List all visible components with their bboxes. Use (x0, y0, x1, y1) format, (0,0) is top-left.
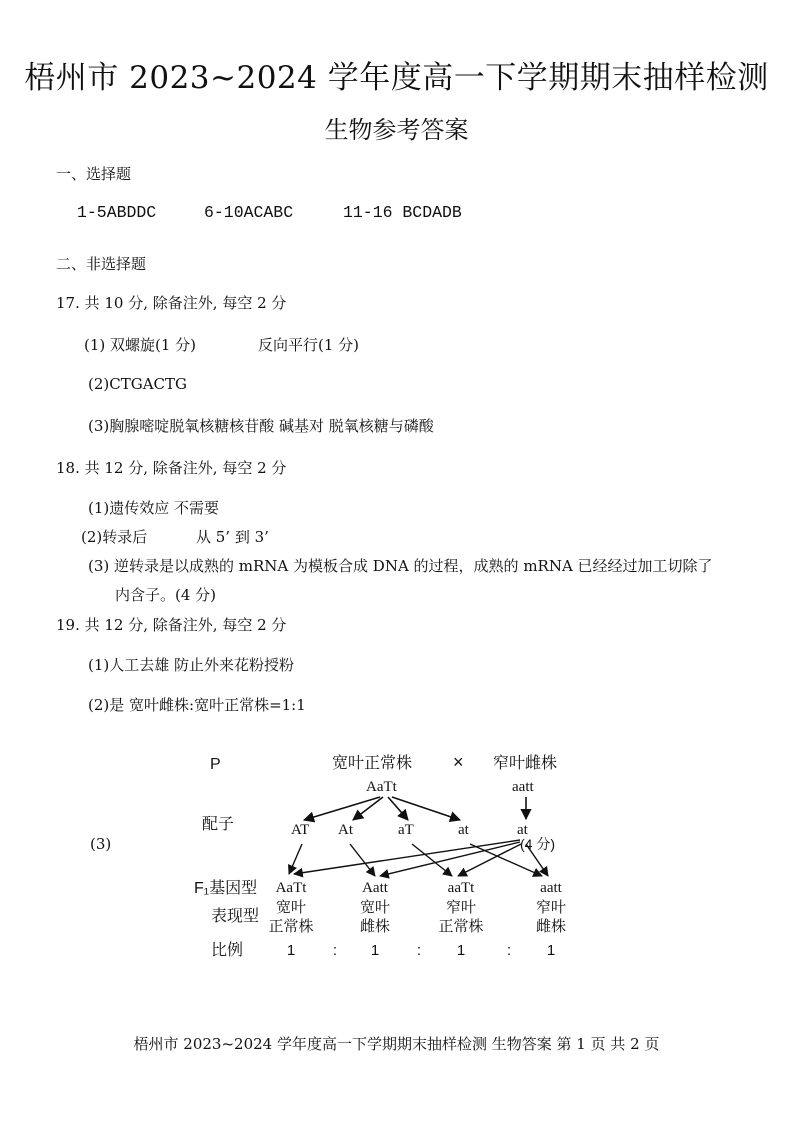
f1-phenotype-3a: 窄叶 (445, 899, 477, 916)
q17-heading: 17. 共 10 分, 除备注外, 每空 2 分 (56, 294, 287, 312)
f1-phenotype-2b: 雌株 (359, 918, 391, 935)
q19-answer-3-score: (4 分) (520, 836, 555, 852)
q18-answer-1: (1)遗传效应 不需要 (88, 499, 220, 517)
q19-answer-2: (2)是 宽叶雌株:宽叶正常株=1:1 (88, 696, 306, 714)
f1-phenotype-2a: 宽叶 (359, 899, 391, 916)
ratio-separator: : (506, 942, 512, 959)
q18-answer-3-line1: (3) 逆转录是以成熟的 mRNA 为模板合成 DNA 的过程，成熟的 mRNA 已经经过加工切除了 (88, 557, 713, 575)
ratio-separator: : (416, 942, 422, 959)
f1-phenotype-4a: 窄叶 (535, 899, 567, 916)
f1-phenotype-3b: 正常株 (438, 918, 484, 935)
q17-answer-1: (1) 双螺旋(1 分) (84, 336, 197, 354)
phenotype-label: 表现型 (211, 908, 260, 925)
mc-answers-1-5: 1-5ABDDC (77, 203, 157, 222)
section1-heading: 一、选择题 (56, 165, 132, 183)
parent1-genotype: AaTt (366, 779, 397, 795)
page-footer: 梧州市 2023~2024 学年度高一下学期期末抽样检测 生物答案 第 1 页 共 2 页 (133, 1035, 660, 1053)
p-label: P (210, 756, 221, 773)
parent1-phenotype: 宽叶正常株 (332, 755, 413, 772)
f1-genotype-4: aatt (540, 880, 562, 896)
ratio-separator: : (332, 942, 338, 959)
gamete-At: At (338, 822, 353, 838)
q19-answer-3-label: (3) (90, 835, 112, 853)
q18-answer-3-line2: 内含子。(4 分) (115, 586, 217, 604)
cross-symbol: × (453, 752, 464, 772)
f1-ratio-1: 1 (286, 942, 296, 959)
q18-heading: 18. 共 12 分, 除备注外, 每空 2 分 (56, 459, 287, 477)
f1-phenotype-4b: 雌株 (535, 918, 567, 935)
mc-answers-6-10: 6-10ACABC (204, 203, 294, 222)
f1-phenotype-1b: 正常株 (268, 918, 314, 935)
parent2-genotype: aatt (512, 779, 534, 795)
fertilization-arrows (289, 840, 548, 876)
f1-ratio-2: 1 (370, 942, 380, 959)
page-title: 梧州市 2023~2024 学年度高一下学期期末抽样检测 (24, 60, 769, 96)
parent-to-gamete-arrows (304, 797, 526, 820)
q19-heading: 19. 共 12 分, 除备注外, 每空 2 分 (56, 616, 287, 634)
f1-genotype-2: Aatt (362, 880, 388, 896)
q18-answer-2b: 从 5’ 到 3’ (196, 528, 269, 546)
q17-answer-1b: 反向平行(1 分) (258, 336, 360, 354)
gamete-at-parent1: at (458, 822, 469, 838)
q19-answer-1: (1)人工去雄 防止外来花粉授粉 (88, 656, 295, 674)
f1-genotype-3: aaTt (447, 880, 475, 896)
q18-answer-2: (2)转录后 (81, 528, 148, 546)
f1-ratio-3: 1 (456, 942, 466, 959)
ratio-label: 比例 (211, 942, 244, 959)
f1-phenotype-1a: 宽叶 (275, 899, 307, 916)
page-subtitle: 生物参考答案 (324, 116, 469, 144)
gamete-at-parent2: at (517, 822, 528, 838)
f1-genotype-label: F₁基因型 (194, 880, 258, 897)
gamete-aT: aT (398, 822, 414, 838)
mc-answers-11-16: 11-16 BCDADB (343, 203, 462, 222)
parent2-phenotype: 窄叶雌株 (493, 755, 558, 772)
genetic-cross-diagram (190, 740, 590, 972)
q17-answer-3: (3)胸腺嘧啶脱氧核糖核苷酸 碱基对 脱氧核糖与磷酸 (88, 417, 434, 435)
f1-ratio-4: 1 (546, 942, 556, 959)
gamete-label: 配子 (202, 816, 235, 833)
f1-genotype-1: AaTt (275, 880, 307, 896)
section2-heading: 二、非选择题 (56, 255, 147, 273)
q17-answer-2: (2)CTGACTG (88, 375, 188, 393)
gamete-AT: AT (291, 822, 310, 838)
